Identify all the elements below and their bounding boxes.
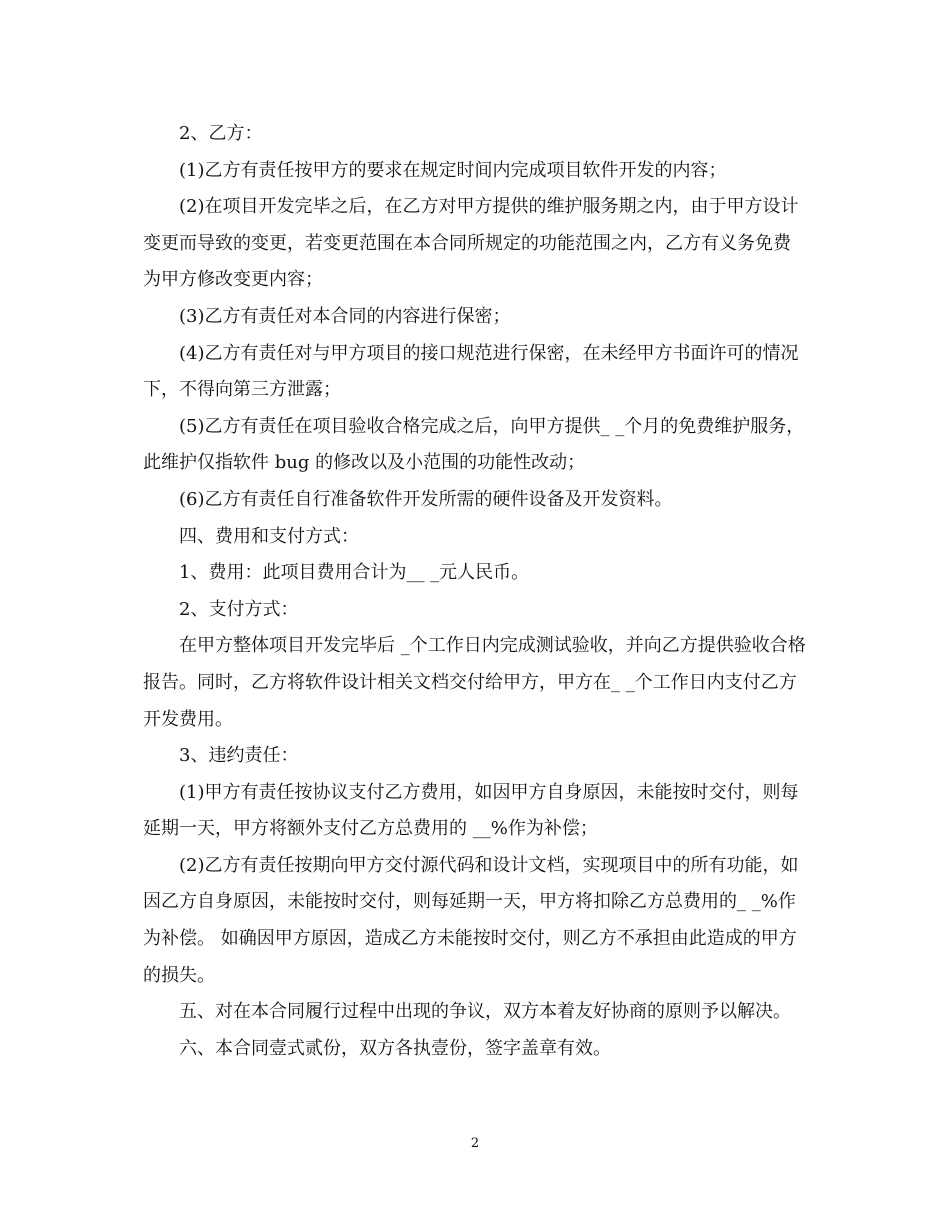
clause-b-2: (2)在项目开发完毕之后，在乙方对甲方提供的维护服务期之内，由于甲方设计变更而导致的变更，若变更范围在本合同所规定的功能范围之内，乙方有义务免费为甲方修改变更内容； xyxy=(143,196,799,291)
clause-liability-2: (2)乙方有责任按期向甲方交付源代码和设计文档，实现项目中的所有功能，如因乙方自身原因，未能按时交付，则每延期一天，甲方将扣除乙方总费用的_ _%作为补偿。 如确因甲方原因，造成乙方未能按时交付，则乙方不承担由此造成的甲方的损失。 xyxy=(143,854,799,986)
section-dispute: 五、对在本合同履行过程中出现的争议，双方本着友好协商的原则予以解决。 xyxy=(179,1001,791,1023)
clause-b-1: (1)乙方有责任按甲方的要求在规定时间内完成项目软件开发的内容； xyxy=(179,159,727,181)
section-copies: 六、本合同壹式贰份，双方各执壹份，签字盖章有效。 xyxy=(179,1037,611,1059)
clause-fee-amount: 1、费用：此项目费用合计为__ _元人民币。 xyxy=(179,562,530,584)
clause-payment-heading: 2、支付方式： xyxy=(179,598,299,620)
section-heading-fees: 四、费用和支付方式： xyxy=(179,525,359,547)
clause-liability-1: (1)甲方有责任按协议支付乙方费用，如因甲方自身原因，未能按时交付，则每延期一天，甲方将额外支付乙方总费用的 __%作为补偿； xyxy=(143,781,799,840)
clause-b-3: (3)乙方有责任对本合同的内容进行保密； xyxy=(179,305,511,327)
clause-payment-body: 在甲方整体项目开发完毕后 _个工作日内完成测试验收，并向乙方提供验收合格报告。同时，乙方将软件设计相关文档交付给甲方，甲方在_ _个工作日内支付乙方开发费用。 xyxy=(143,635,806,730)
section-heading-party-b: 2、乙方： xyxy=(179,123,263,144)
clause-b-6: (6)乙方有责任自行准备软件开发所需的硬件设备及开发资料。 xyxy=(179,488,673,510)
page-number: 2 xyxy=(470,1136,480,1151)
document-body xyxy=(143,116,808,1067)
clause-liability-heading: 3、违约责任： xyxy=(179,745,299,767)
clause-b-5: (5)乙方有责任在项目验收合格完成之后，向甲方提供_ _个月的免费维护服务，此维护仅指软件 bug 的修改以及小范围的功能性改动； xyxy=(143,415,805,474)
clause-b-4: (4)乙方有责任对与甲方项目的接口规范进行保密，在未经甲方书面许可的情况下，不得向第三方泄露； xyxy=(143,342,799,401)
